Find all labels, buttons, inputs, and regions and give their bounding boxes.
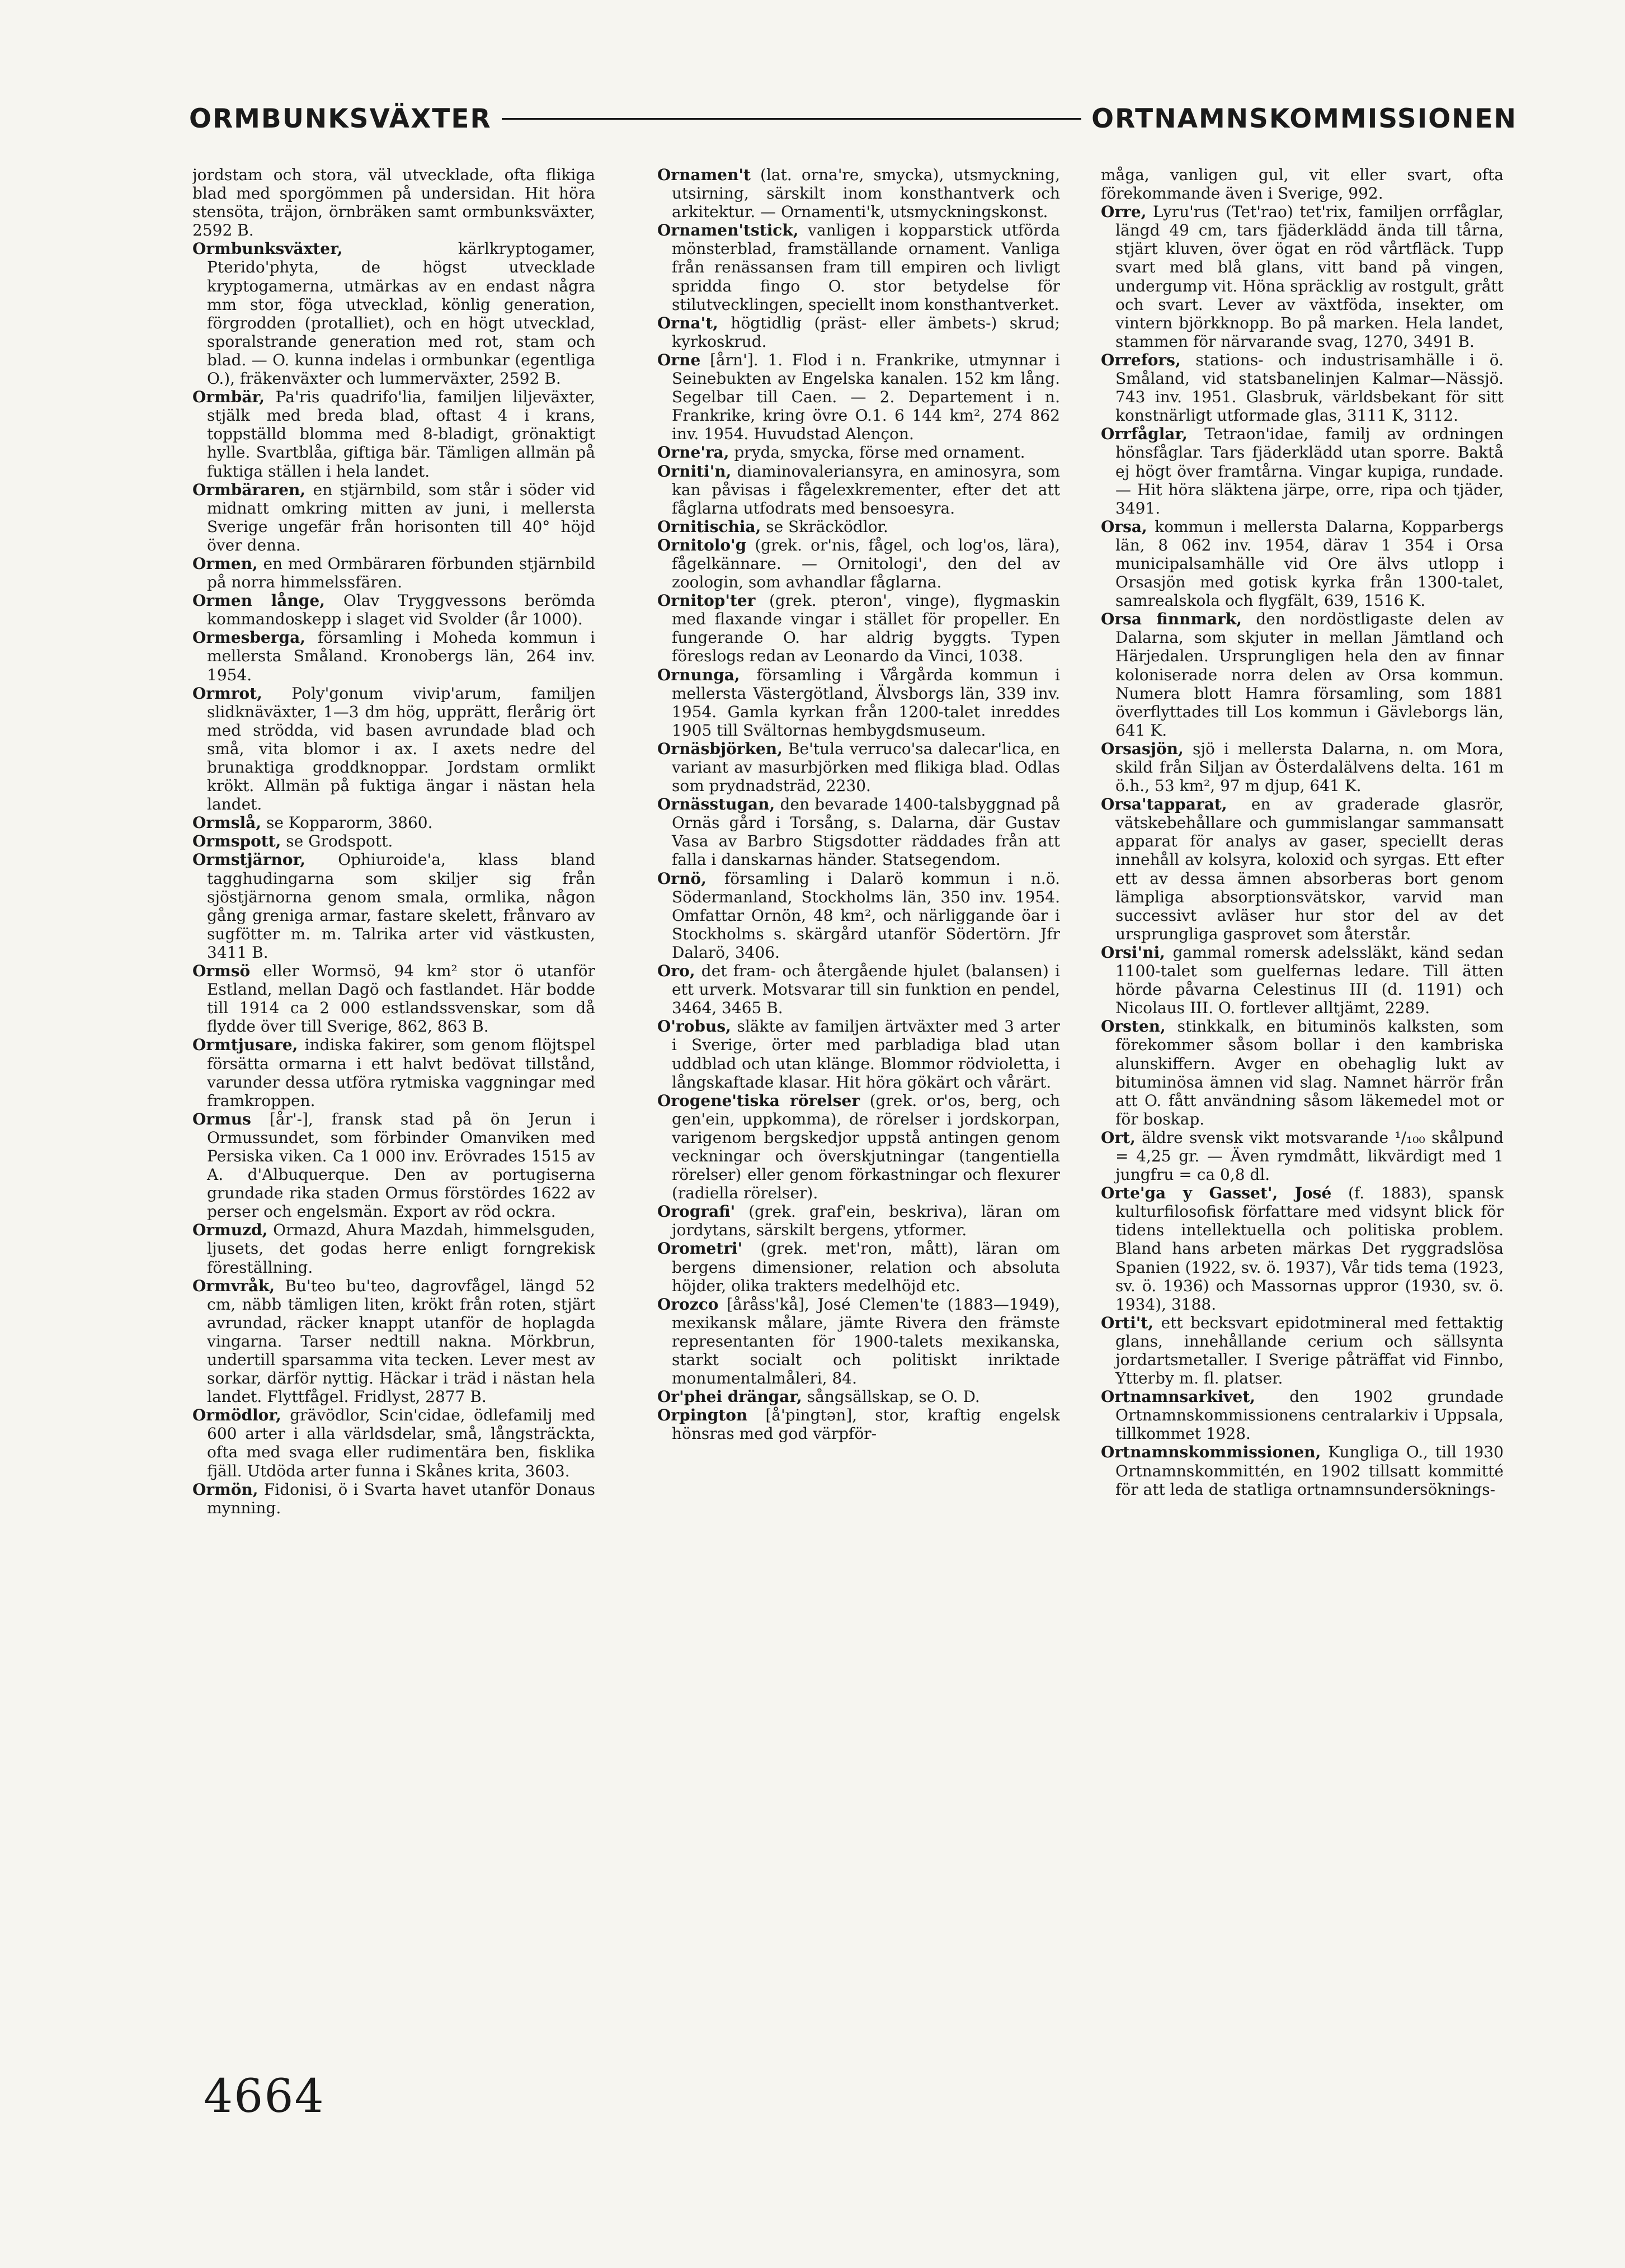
dictionary-entry xyxy=(1101,1443,1504,1498)
entry-text: (lat. orna're, smycka), utsmyckning, utsirning, särskilt inom konsthantverk och arkitektur. — Ornamenti'k, utsmyckningskonst. xyxy=(672,166,1060,222)
entry-headword: Ormbär, xyxy=(192,388,265,407)
entry-text: jordstam och stora, väl utvecklade, ofta flikiga blad med sporgömmen på undersidan. Hit höra stensöta, träjon, örnbräken samt ormbunksväxter, 2592 B. xyxy=(192,166,595,240)
entry-headword: Orniti'n, xyxy=(657,462,732,481)
dictionary-entry xyxy=(657,1091,1060,1203)
entry-text: Bu'teo bu'teo, dagrovfågel, längd 52 cm, näbb tämligen liten, krökt från roten, stjärt avrundad, räcker knappt utanför de hoplagda vingarna. Tarser nedtill nakna. Mörkbrun, undertill sparsamma vita tecken. Lever mest av sorkar, därför nyttig. Häckar i träd i nästan hela landet. Flyttfågel. Fridlyst, 2877 B. xyxy=(207,1276,595,1406)
dictionary-entry xyxy=(192,813,595,832)
entry-text: vanligen i kopparstick utförda mönsterblad, framställande ornament. Vanliga från renässansen fram till empiren och livligt spridda fingo O. stor betydelse för stilutvecklingen, speciellt inom konsthantverket. xyxy=(672,221,1060,314)
header-left-keyword: ORMBUNKSVÄXTER xyxy=(189,103,492,134)
dictionary-entry xyxy=(1101,1314,1504,1387)
dictionary-entry xyxy=(192,684,595,814)
entry-text: den 1902 grundade Ortnamnskommissionens centralarkiv i Uppsala, tillkommet 1928. xyxy=(1115,1387,1504,1443)
dictionary-entry xyxy=(657,1406,1060,1443)
entry-text: (grek. or'os, berg, och gen'ein, uppkomma), de rörelser i jordskorpan, varigenom bergskedjor uppstå antingen genom veckningar och överskjutningar (tangentiella rörelser) eller genom förkastningar och flexurer (radiella rörelser). xyxy=(672,1091,1060,1203)
entry-text: [å'pingtən], stor, kraftig engelsk hönsras med god värpför- xyxy=(672,1406,1060,1443)
entry-text: äldre svensk vikt motsvarande ¹/₁₀₀ skålpund = 4,25 gr. — Även rymdmått, likvärdigt med 1 jungfru = ca 0,8 dl. xyxy=(1115,1128,1504,1184)
entry-text: högtidlig (präst- eller ämbets-) skrud; kyrkoskrud. xyxy=(672,313,1060,351)
entry-text: sjö i mellersta Dalarna, n. om Mora, skild från Siljan av Österdalälvens delta. 161 m ö.h., 53 km², 97 m djup, 641 K. xyxy=(1115,739,1504,796)
entry-headword: Orna't, xyxy=(657,313,718,332)
dictionary-entry xyxy=(1101,1017,1504,1128)
entry-text: det fram- och återgående hjulet (balansen) i ett urverk. Motsvarar till sin funktion en pendel, 3464, 3465 B. xyxy=(672,962,1060,1018)
entry-text: Tetraon'idae, familj av ordningen hönsfåglar. Tars fjäderklädd utan sporre. Baktå ej högt över framtårna. Vingar kupiga, rundade. — Hit höra släktena järpe, orre, ripa och tjäder, 3491. xyxy=(1115,425,1504,517)
dictionary-entry xyxy=(1101,610,1504,740)
dictionary-entry xyxy=(192,591,595,628)
dictionary-entry xyxy=(657,536,1060,591)
dictionary-entry xyxy=(657,1295,1060,1387)
dictionary-entry xyxy=(192,554,595,591)
entry-text: se Kopparorm, 3860. xyxy=(261,813,433,832)
entry-headword: Orre, xyxy=(1101,203,1147,222)
entry-headword: Ort, xyxy=(1101,1128,1136,1147)
entry-text: gammal romersk adelssläkt, känd sedan 1100-talet som guelfernas ledare. Till ätten hörde påvarna Celestinus III (d. 1191) och Nicolaus III. O. fortlever alltjämt, 2289. xyxy=(1115,943,1504,1018)
entry-text: stations- och industrisamhälle i ö. Småland, vid statsbanelinjen Kalmar—Nässjö. 743 inv. 1951. Glasbruk, världsbekant för sitt konstnärligt utformade glas, 3111 K, 3112. xyxy=(1115,350,1504,425)
entry-headword: Ormesberga, xyxy=(192,628,305,647)
dictionary-entry xyxy=(657,351,1060,443)
dictionary-entry xyxy=(1101,1387,1504,1443)
entry-headword: Orte'ga y Gasset', José xyxy=(1101,1184,1332,1203)
dictionary-entry xyxy=(1101,1128,1504,1184)
dictionary-entry xyxy=(192,1221,595,1276)
entry-headword: Ormsö xyxy=(192,962,251,981)
entry-text: Ophiuroide'a, klass bland tagghudingarna som skiljer sig från sjöstjärnorna genom smala, ormlika, någon gång greniga armar, fastare skelett, frånvaro av sugfötter m. m. Talrika arter vid västkusten, 3411 B. xyxy=(207,850,595,962)
entry-text: ett becksvart epidotmineral med fettaktig glans, innehållande cerium och sällsynta jordartsmetaller. I Sverige påträffat vid Finnbo, Ytterby m. fl. platser. xyxy=(1115,1313,1504,1388)
dictionary-entry xyxy=(1101,203,1504,351)
dictionary-entry xyxy=(192,850,595,962)
entry-text: den nordöstligaste delen av Dalarna, som skjuter in mellan Jämtland och Härjedalen. Ursprungligen hela den av finnar koloniserade norra delen av Orsa kommun. Numera blott Hamra församling, som 1881 överflyttades till Los kommun i Gävleborgs län, 641 K. xyxy=(1115,610,1504,740)
entry-headword: Orne xyxy=(657,350,701,369)
entry-headword: Ormön, xyxy=(192,1480,258,1499)
entry-headword: Ormvråk, xyxy=(192,1276,275,1295)
entry-text: (grek. pteron', vinge), flygmaskin med flaxande vingar i stället för propeller. En fungerande O. har aldrig byggts. Typen föreslogs redan av Leonardo da Vinci, 1038. xyxy=(672,591,1060,666)
dictionary-entry xyxy=(192,481,595,554)
entry-headword: Ormuzd, xyxy=(192,1221,268,1240)
entry-text: (f. 1883), spansk kulturfilosofisk författare med vidsynt blick för tidens intellektuella och politiska problem. Bland hans arbeten märkas Det ryggradslösa Spanien (1922, sv. ö. 1937), Vår tids tema (1923, sv. ö. 1936) och Massornas uppror (1930, sv. ö. 1934), 3188. xyxy=(1115,1184,1504,1314)
entry-headword: Orrfåglar, xyxy=(1101,425,1188,444)
entry-headword: Oro, xyxy=(657,962,695,981)
entry-headword: Ormus xyxy=(192,1109,251,1128)
entry-headword: Orne'ra, xyxy=(657,443,729,462)
entry-text: kärlkryptogamer, Pterido'phyta, de högst utvecklade kryptogamerna, utmärkas av en endast några mm stor, föga utvecklad, könlig generation, förgrodden (protalliet), och en högt utvecklad, sporalstrande generation med rot, stam och blad. — O. kunna indelas i ormbunkar (egentliga O.), fräkenväxter och lummerväxter, 2592 B. xyxy=(207,239,595,388)
entry-text: (grek. or'nis, fågel, och log'os, lära), fågelkännare. — Ornitologi', den del av zoologin, som avhandlar fåglarna. xyxy=(672,535,1060,592)
page-number: 4664 xyxy=(204,2070,325,2123)
header-rule xyxy=(502,118,1081,120)
dictionary-entry xyxy=(1101,351,1504,425)
dictionary-entry xyxy=(192,1110,595,1221)
entry-text: indiska fakirer, som genom flöjtspel försätta ormarna i ett halvt bedövat tillstånd, varunder dessa utföra rytmiska vaggningar med framkroppen. xyxy=(207,1036,595,1110)
entry-text: se Skräcködlor. xyxy=(761,517,888,536)
dictionary-entry xyxy=(657,591,1060,665)
entry-headword: Ormödlor, xyxy=(192,1406,281,1425)
entry-headword: Ormbunksväxter, xyxy=(192,239,343,258)
entry-text: grävödlor, Scin'cidae, ödlefamilj med 600 arter i alla världsdelar, små, långsträckta, ofta med svaga eller rudimentära ben, fisklika fjäll. Utdöda arter funna i Skånes krita, 3603. xyxy=(207,1406,595,1480)
entry-text: församling i Vårgårda kommun i mellersta Västergötland, Älvsborgs län, 339 inv. 1954. Gamla kyrkan från 1200-talet inreddes 1905 till Svältornas hembygdsmuseum. xyxy=(672,665,1060,740)
entry-headword: Or'phei drängar, xyxy=(657,1387,802,1406)
dictionary-entry xyxy=(1101,1184,1504,1314)
dictionary-entry xyxy=(1101,166,1504,203)
entry-headword: Ormbäraren, xyxy=(192,480,306,499)
dictionary-entry xyxy=(192,628,595,684)
dictionary-entry xyxy=(657,666,1060,740)
entry-headword: Orogene'tiska rörelser xyxy=(657,1091,860,1110)
entry-headword: Orpington xyxy=(657,1406,748,1425)
column-3 xyxy=(1101,166,1504,2017)
dictionary-entry xyxy=(192,1480,595,1517)
entry-text: se Grodspott. xyxy=(281,832,393,851)
entry-headword: Ormslå, xyxy=(192,813,262,832)
entry-headword: Ornö, xyxy=(657,869,706,888)
entry-headword: Ormen långe, xyxy=(192,591,325,610)
entry-headword: Ornamen'tstick, xyxy=(657,221,799,240)
entry-text: sångsällskap, se O. D. xyxy=(802,1387,980,1406)
entry-headword: Orrefors, xyxy=(1101,350,1181,369)
entry-headword: O'robus, xyxy=(657,1017,731,1036)
entry-headword: Orozco xyxy=(657,1295,719,1314)
entry-headword: Ornitop'ter xyxy=(657,591,756,610)
entry-headword: Orografi' xyxy=(657,1202,736,1221)
entry-headword: Orsa, xyxy=(1101,517,1147,536)
entry-headword: Orsten, xyxy=(1101,1017,1166,1036)
entry-headword: Ormtjusare, xyxy=(192,1036,298,1055)
dictionary-entry xyxy=(1101,943,1504,1017)
entry-text: [årn']. 1. Flod i n. Frankrike, utmynnar i Seinebukten av Engelska kanalen. 152 km lång. Segelbar till Caen. — 2. Departement i n. Frankrike, kring övre O.1. 6 144 km², 274 862 inv. 1954. Huvudstad Alençon. xyxy=(672,350,1060,444)
entry-headword: Orometri' xyxy=(657,1239,743,1258)
entry-headword: Ornitischia, xyxy=(657,517,761,536)
dictionary-entry xyxy=(657,517,1060,536)
entry-text: [år'-], fransk stad på ön Jerun i Ormussundet, som förbinder Omanviken med Persiska viken. Ca 1 000 inv. Erövrades 1515 av A. d'Albuquerque. Den av portugiserna grundade rika staden Ormus förstördes 1622 av perser och engelsmän. Export av röd ockra. xyxy=(207,1109,595,1221)
dictionary-entry xyxy=(1101,795,1504,943)
entry-headword: Ornässtugan, xyxy=(657,795,775,814)
entry-headword: Ornitolo'g xyxy=(657,535,747,554)
entry-text: Be'tula verruco'sa dalecar'lica, en variant av masurbjörken med flikiga blad. Odlas som prydnadsträd, 2230. xyxy=(672,739,1060,796)
dictionary-entry xyxy=(657,462,1060,517)
dictionary-entry xyxy=(657,740,1060,795)
entry-text: Olav Tryggvessons berömda kommandoskepp i slaget vid Svolder (år 1000). xyxy=(207,591,595,629)
column-2 xyxy=(657,166,1060,2017)
entry-text: Ormazd, Ahura Mazdah, himmelsguden, ljusets, det godas herre enligt forngrekisk föreställning. xyxy=(207,1221,595,1277)
entry-text: Kungliga O., till 1930 Ortnamnskommittén, en 1902 tillsatt kommitté för att leda de statliga ortnamnsundersöknings- xyxy=(1115,1443,1504,1499)
entry-text: släkte av familjen ärtväxter med 3 arter i Sverige, örter med parbladiga blad utan uddblad och utan klänge. Blommor rödvioletta, i långskaftade klasar. Hit höra gökärt och vårärt. xyxy=(672,1017,1060,1091)
entry-headword: Orsi'ni, xyxy=(1101,943,1165,962)
entry-headword: Ortnamnskommissionen, xyxy=(1101,1443,1321,1462)
entry-headword: Ortnamnsarkivet, xyxy=(1101,1387,1256,1406)
entry-headword: Ormstjärnor, xyxy=(192,850,305,869)
dictionary-entry xyxy=(657,221,1060,313)
entry-headword: Orsa'tapparat, xyxy=(1101,795,1227,814)
entry-headword: Orti't, xyxy=(1101,1313,1153,1332)
dictionary-entry xyxy=(657,1017,1060,1091)
entry-headword: Ornunga, xyxy=(657,665,740,684)
dictionary-entry xyxy=(657,795,1060,869)
dictionary-entry xyxy=(192,1277,595,1406)
entry-text: en med Ormbäraren förbunden stjärnbild på norra himmelssfären. xyxy=(207,554,595,592)
dictionary-entry xyxy=(657,1239,1060,1295)
entry-headword: Ormspott, xyxy=(192,832,281,851)
entry-text: [åråss'kå], José Clemen'te (1883—1949), mexikansk målare, jämte Rivera den främste representanten för 1900-talets mexikanska, starkt socialt och politiskt inriktade monumentalmåleri, 84. xyxy=(672,1295,1060,1388)
dictionary-entry xyxy=(192,239,595,388)
entry-text: en stjärnbild, som står i söder vid midnatt omkring mitten av juni, i mellersta Sverige ungefär från horisonten till 40° höjd över denna. xyxy=(207,480,595,554)
entry-text: Pa'ris quadrifo'lia, familjen liljeväxter, stjälk med breda blad, oftast 4 i krans, toppställd blomma med 8-bladigt, grönaktigt hylle. Svartblåa, giftiga bär. Tämligen allmän på fuktiga ställen i hela landet. xyxy=(207,388,595,481)
dictionary-entry xyxy=(657,1202,1060,1239)
dictionary-entry xyxy=(657,166,1060,221)
entry-headword: Ornamen't xyxy=(657,166,751,184)
dictionary-entry xyxy=(192,962,595,1036)
column-1 xyxy=(192,166,595,2017)
entry-text: Poly'gonum vivip'arum, familjen slidknäväxter, 1—3 dm hög, upprätt, flerårig ört med strödda, vid basen avrundade blad och små, vita blomor i ax. I axets nedre del brunaktiga groddknoppar. Jordstam ormlikt krökt. Allmän på fuktiga ängar i nästan hela landet. xyxy=(207,684,595,814)
dictionary-entry xyxy=(1101,740,1504,795)
dictionary-entry xyxy=(657,314,1060,351)
dictionary-entry xyxy=(192,1406,595,1480)
dictionary-entry xyxy=(1101,517,1504,610)
entry-text: församling i Dalarö kommun i n.ö. Södermanland, Stockholms län, 350 inv. 1954. Omfattar Ornön, 48 km², och närliggande öar i Stockholms s. skärgård utanför Södertörn. Jfr Dalarö, 3406. xyxy=(672,869,1060,962)
entry-headword: Ornäsbjörken, xyxy=(657,739,783,758)
entry-text: kommun i mellersta Dalarna, Kopparbergs län, 8 062 inv. 1954, därav 1 354 i Orsa municipalsamhälle vid Ore älvs utlopp i Orsasjön med gotisk kyrka från 1300-talet, samrealskola och flygfält, 639, 1516 K. xyxy=(1115,517,1504,610)
dictionary-entry xyxy=(657,962,1060,1017)
dictionary-entry xyxy=(657,443,1060,462)
entry-headword: Orsa finnmark, xyxy=(1101,610,1242,629)
entry-text: den bevarade 1400-talsbyggnad på Ornäs gård i Torsång, s. Dalarna, där Gustav Vasa av Barbro Stigsdotter räddades från att falla i danskarnas händer. Statsegendom. xyxy=(672,795,1060,869)
entry-text: en av graderade glasrör, vätskebehållare och gummislangar sammansatt apparat för analys av gaser, speciellt deras innehåll av kolsyra, koloxid och syrgas. Ett efter ett av dessa ämnen absorberas bort genom lämpliga absorptionsvätskor, varvid man successivt avläser hur stor del av det ursprungliga gasprovet som återstår. xyxy=(1115,795,1504,943)
dictionary-entry xyxy=(192,832,595,850)
entry-text: Fidonisi, ö i Svarta havet utanför Donaus mynning. xyxy=(207,1480,595,1517)
entry-text: pryda, smycka, förse med ornament. xyxy=(729,443,1025,462)
entry-text: måga, vanligen gul, vit eller svart, ofta förekommande även i Sverige, 992. xyxy=(1101,166,1504,203)
entry-headword: Orsasjön, xyxy=(1101,739,1184,758)
running-header xyxy=(189,98,1517,139)
entry-headword: Ormen, xyxy=(192,554,258,573)
dictionary-entry xyxy=(657,1387,1060,1406)
dictionary-entry xyxy=(192,166,595,239)
dictionary-entry xyxy=(1101,425,1504,517)
dictionary-entry xyxy=(192,1036,595,1109)
entry-text: (grek. met'ron, mått), läran om bergens dimensioner, relation och absoluta höjder, olika trakters medelhöjd etc. xyxy=(672,1239,1060,1295)
entry-headword: Ormrot, xyxy=(192,684,262,703)
dictionary-entry xyxy=(657,869,1060,962)
entry-text: församling i Moheda kommun i mellersta Småland. Kronobergs län, 264 inv. 1954. xyxy=(207,628,595,684)
entry-text: diaminovaleriansyra, en aminosyra, som kan påvisas i fågelexkrementer, efter det att fåglarna utfodrats med bensoesyra. xyxy=(672,462,1060,517)
entry-text: eller Wormsö, 94 km² stor ö utanför Estland, mellan Dagö och fastlandet. Här bodde till 1914 ca 2 000 estlandssvenskar, som då flydde över till Sverige, 862, 863 B. xyxy=(207,962,595,1036)
entry-text: (grek. graf'ein, beskriva), läran om jordytans, särskilt bergens, ytformer. xyxy=(672,1202,1060,1240)
entry-text: Lyru'rus (Tet'rao) tet'rix, familjen orrfåglar, längd 49 cm, tars fjäderklädd ända till tårna, stjärt kluven, över ögat en röd vårtfläck. Tupp svart med blå glans, vitt band på vingen, undergump vit. Höna spräcklig av rostgult, grått och svart. Lever av växtföda, insekter, om vintern björkknopp. Bo på marken. Hela landet, stammen för närvarande svag, 1270, 3491 B. xyxy=(1115,203,1504,351)
entry-text: stinkkalk, en bituminös kalksten, som förekommer såsom bollar i den kambriska alunskiffern. Avger en obehaglig lukt av bituminösa ämnen vid slag. Namnet härrör från att O. fått användning såsom läkemedel mot or för boskap. xyxy=(1115,1017,1504,1128)
header-right-keyword: ORTNAMNSKOMMISSIONEN xyxy=(1091,103,1517,134)
dictionary-entry xyxy=(192,388,595,480)
